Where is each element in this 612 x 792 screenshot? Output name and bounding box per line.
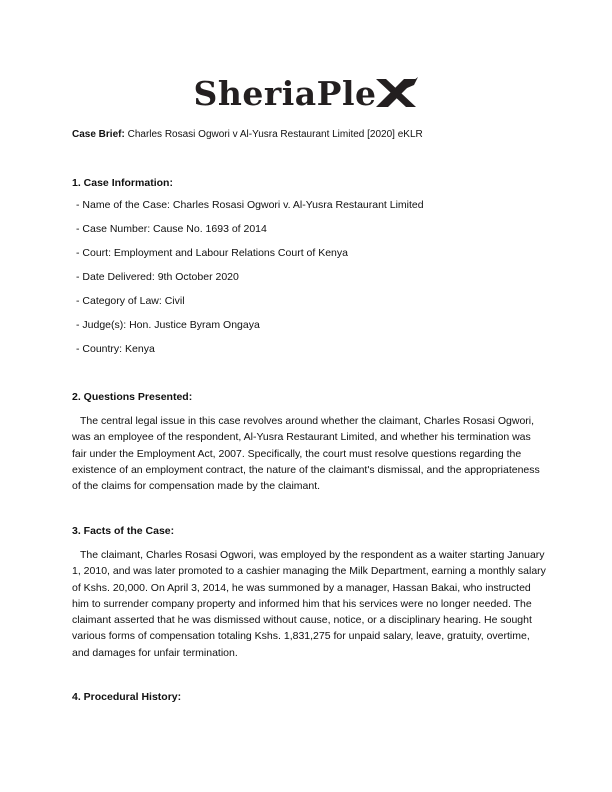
heading-facts: 3. Facts of the Case: (72, 525, 175, 537)
questions-presented-body: The central legal issue in this case revolves around whether the claimant, Charles Rosasi Ogwori, was an employee of the respondent, Al-Yusra Restaurant Limited, and whether his termination was fair under the Employment Act, 2007. Specifically, the court must resolve questions regarding the existence of an employment contract, the nature of the claimant's dismissal, and the appropriateness of the claims for compensation made by the claimant. (72, 415, 540, 493)
case-info-item: - Judge(s): Hon. Justice Byram Ongaya (76, 319, 260, 331)
case-info-item: - Name of the Case: Charles Rosasi Ogwori v. Al-Yusra Restaurant Limited (76, 199, 424, 211)
logo-text: SheriaPle (193, 74, 377, 113)
case-information-list (76, 198, 424, 366)
case-info-item: - Country: Kenya (76, 343, 155, 355)
logo-wordmark (194, 74, 419, 113)
case-info-item: - Case Number: Cause No. 1693 of 2014 (76, 223, 267, 235)
heading-case-information: 1. Case Information: (72, 177, 173, 189)
case-info-item: - Date Delivered: 9th October 2020 (76, 271, 239, 283)
facts-body: The claimant, Charles Rosasi Ogwori, was employed by the respondent as a waiter starting January 1, 2010, and was later promoted to a cashier managing the Milk Department, earning a monthly salary of Kshs. 20,000. On April 3, 2014, he was summoned by a manager, Hassan Bakai, who instructed him to surrender company property and informed him that his services were no longer needed. The claimant asserted that he was dismissed without cause, notice, or a disciplinary hearing. He sought various forms of compensation totaling Kshs. 1,831,275 for unpaid salary, leave, gratuity, overtime, and damages for unfair termination. (72, 549, 546, 659)
case-info-item: - Category of Law: Civil (76, 295, 185, 307)
case-brief-line (72, 129, 423, 140)
case-brief-label: Case Brief: (72, 129, 125, 140)
heading-procedural-history: 4. Procedural History: (72, 691, 182, 703)
case-brief-title: Charles Rosasi Ogwori v Al-Yusra Restaurant Limited [2020] eKLR (127, 129, 423, 140)
sheriaplex-logo (0, 74, 612, 113)
logo-x-mark-icon (374, 75, 418, 111)
case-info-item: - Court: Employment and Labour Relations Court of Kenya (76, 247, 348, 259)
heading-questions-presented: 2. Questions Presented: (72, 391, 193, 403)
